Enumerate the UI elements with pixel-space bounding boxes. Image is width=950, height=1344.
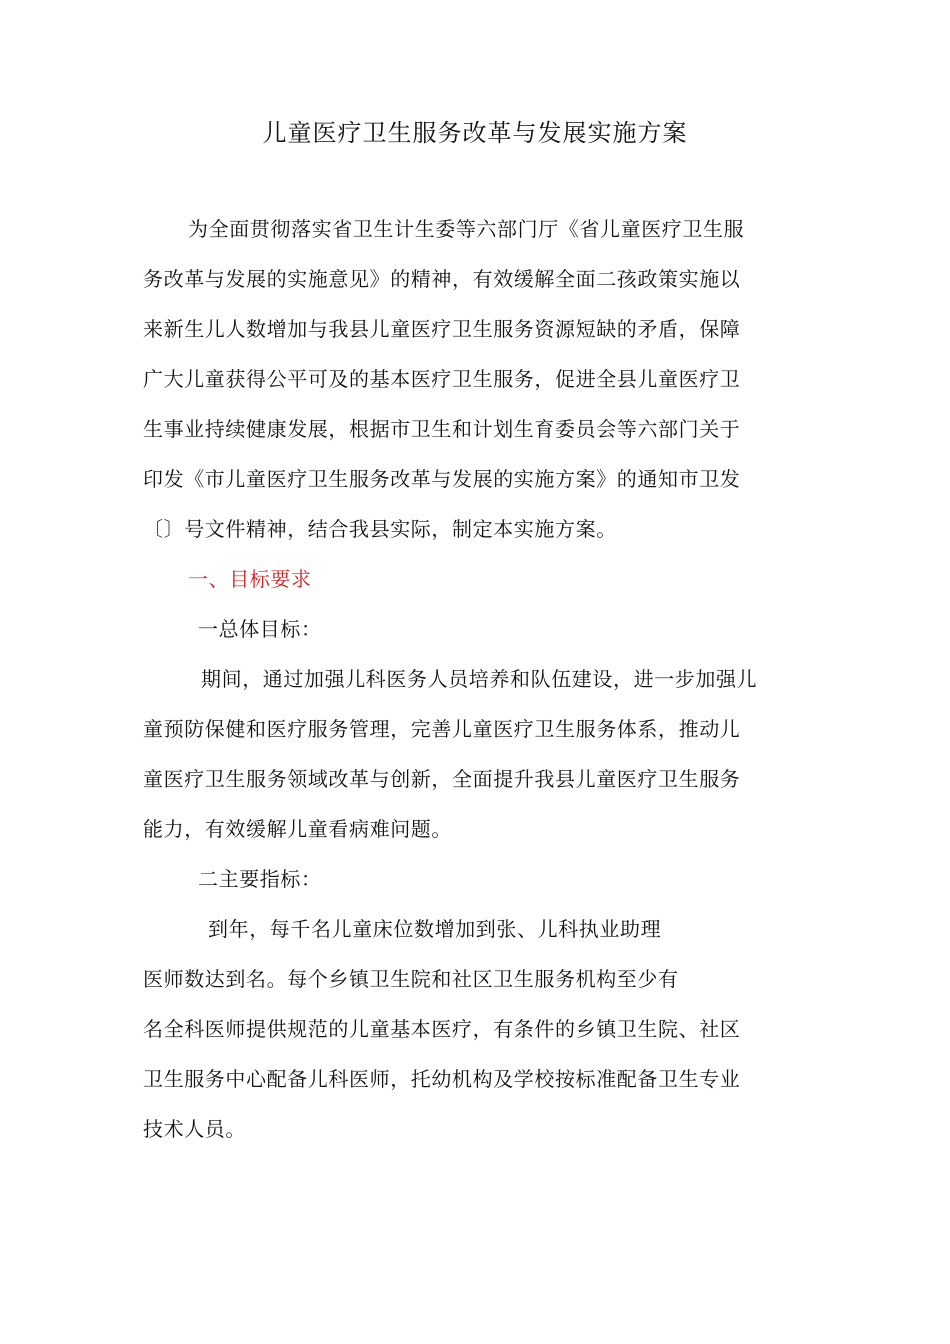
body-line: 到年，每千名儿童床位数增加到张、儿科执业助理 — [208, 917, 662, 941]
body-line: 技术人员。 — [143, 1117, 246, 1141]
body-line: 期间，通过加强儿科医务人员培养和队伍建设，进一步加强儿 — [201, 667, 758, 691]
intro-line: 来新生儿人数增加与我县儿童医疗卫生服务资源短缺的矛盾，保障 — [143, 317, 741, 341]
intro-line: 印发《市儿童医疗卫生服务改革与发展的实施方案》的通知市卫发 — [143, 467, 741, 491]
body-line: 卫生服务中心配备儿科医师，托幼机构及学校按标准配备卫生专业 — [143, 1067, 741, 1091]
body-line: 能力，有效缓解儿童看病难问题。 — [143, 817, 452, 841]
intro-line: 生事业持续健康发展，根据市卫生和计划生育委员会等六部门关于 — [143, 417, 741, 441]
subsection-heading: 二主要指标： — [198, 867, 322, 891]
body-line: 医师数达到名。每个乡镇卫生院和社区卫生服务机构至少有 — [143, 967, 679, 991]
subsection-heading: 一总体目标： — [198, 617, 322, 641]
section-heading: 一、目标要求 — [188, 567, 312, 591]
body-line: 名全科医师提供规范的儿童基本医疗，有条件的乡镇卫生院、社区 — [143, 1017, 741, 1041]
intro-line: 务改革与发展的实施意见》的精神，有效缓解全面二孩政策实施以 — [143, 267, 741, 291]
body-line: 童医疗卫生服务领域改革与创新，全面提升我县儿童医疗卫生服务 — [143, 767, 741, 791]
document-title: 儿童医疗卫生服务改革与发展实施方案 — [262, 119, 688, 147]
body-line: 童预防保健和医疗服务管理，完善儿童医疗卫生服务体系，推动儿 — [143, 717, 741, 741]
intro-line: 广大儿童获得公平可及的基本医疗卫生服务，促进全县儿童医疗卫 — [143, 367, 741, 391]
intro-line: 〔〕号文件精神，结合我县实际，制定本实施方案。 — [143, 517, 617, 541]
intro-line: 为全面贯彻落实省卫生计生委等六部门厅《省儿童医疗卫生服 — [188, 217, 745, 241]
